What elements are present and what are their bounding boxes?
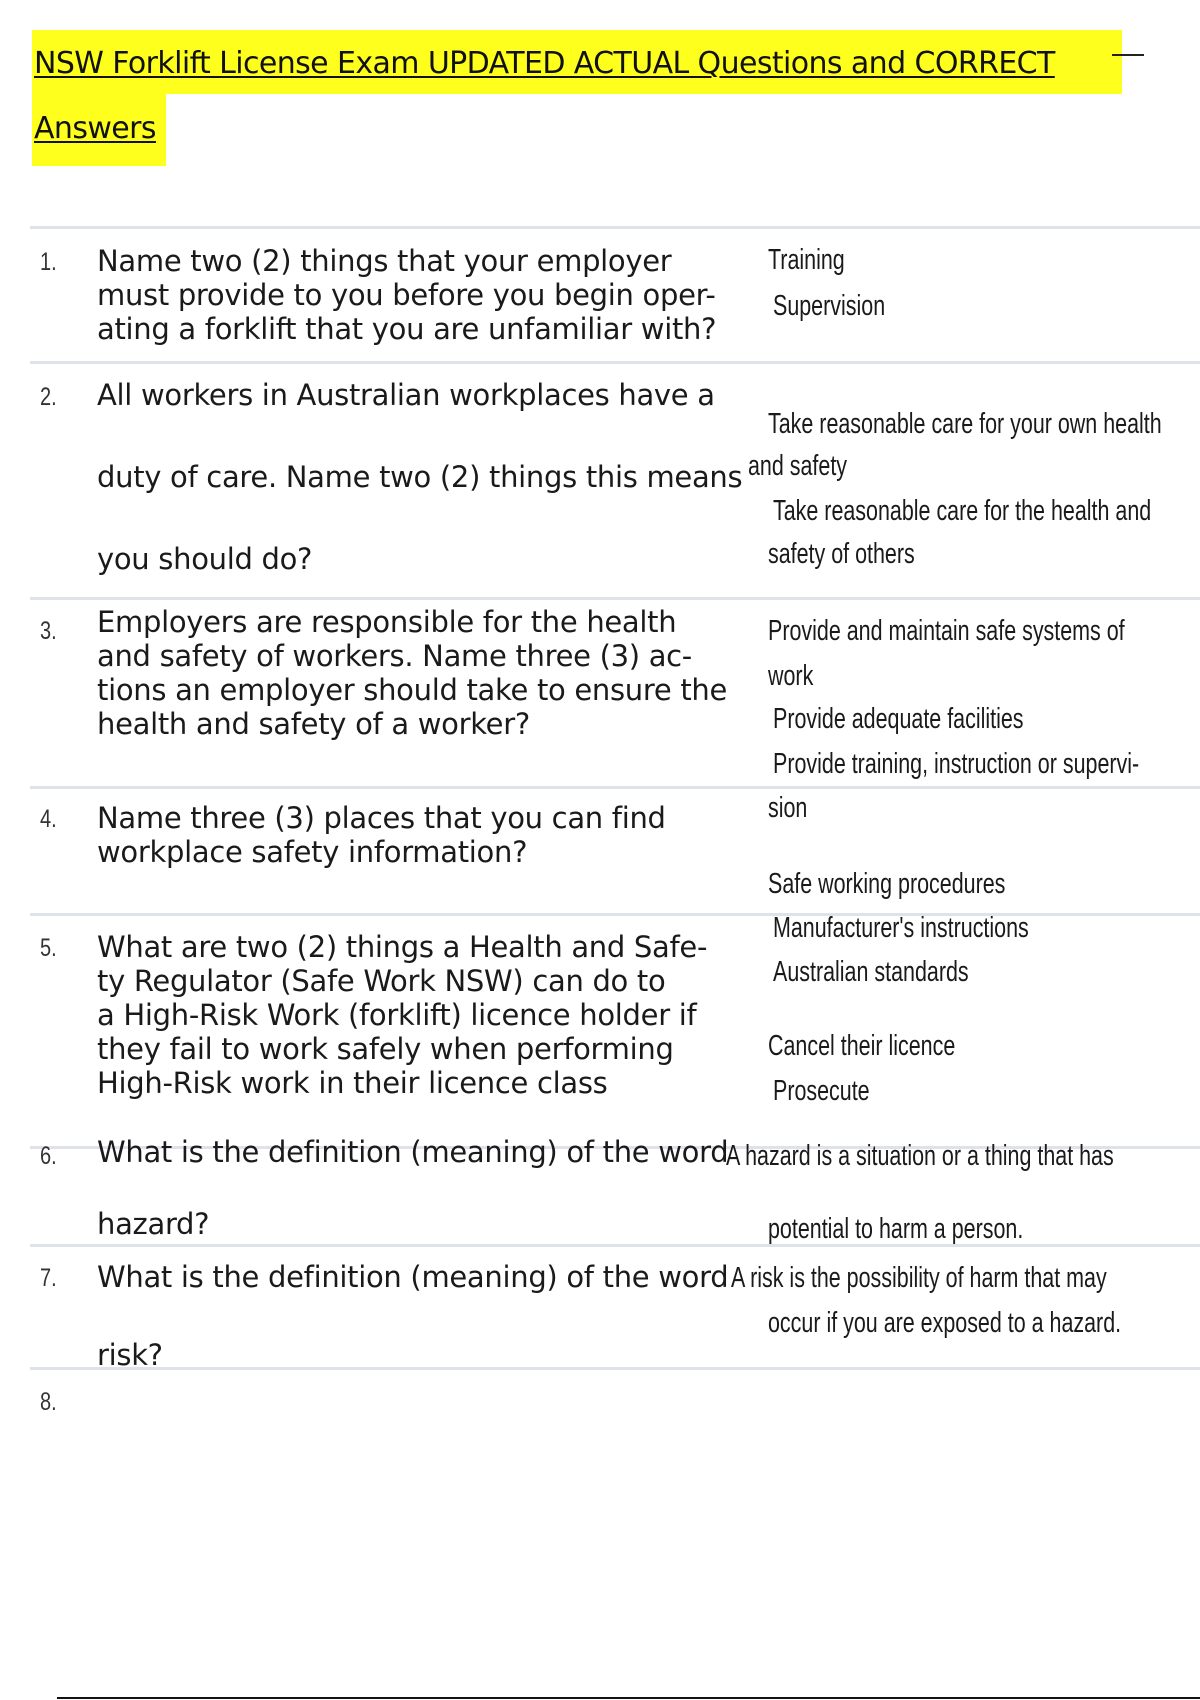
answer-line: Cancel their licence [768, 1030, 956, 1062]
question-number: 7. [40, 1264, 57, 1292]
answer-line: Take reasonable care for the health and [773, 495, 1152, 527]
footer-rule [57, 1697, 1200, 1699]
question-text: Name two (2) things that your employer must provide to you before you begin oper- ating a forklift that you are unfamiliar with? [97, 244, 717, 346]
answer-line: Provide adequate facilities [773, 703, 1024, 735]
answer-line: Prosecute [773, 1075, 870, 1107]
question-text: What is the definition (meaning) of the word hazard? [97, 1135, 729, 1241]
answer-line: Take reasonable care for your own health [768, 408, 1162, 440]
answer-line: A hazard is a situation or a thing that has [726, 1140, 1114, 1172]
question-text: What are two (2) things a Health and Safe- ty Regulator (Safe Work NSW) can do to a High-Risk Work (forklift) licence holder if they fail to work safely when performing High-Risk work in their licence class [97, 930, 708, 1100]
answer-line: occur if you are exposed to a hazard. [768, 1307, 1122, 1339]
answer-line: A risk is the possibility of harm that may [731, 1262, 1107, 1294]
question-text: Name three (3) places that you can find workplace safety information? [97, 801, 666, 869]
question-number: 2. [40, 383, 57, 411]
answer-line: and safety [748, 450, 848, 482]
answer-line: sion [768, 792, 808, 824]
question-number: 8. [40, 1388, 57, 1416]
title-dash [1112, 54, 1144, 56]
question-text: All workers in Australian workplaces have a duty of care. Name two (2) things this means you should do? [97, 378, 743, 576]
answer-line: Australian standards [773, 956, 969, 988]
table-rule [30, 226, 1200, 229]
question-text: What is the definition (meaning) of the word risk? [97, 1260, 729, 1372]
answer-line: Training [768, 244, 845, 276]
answer-line: Provide training, instruction or supervi- [773, 748, 1140, 780]
question-number: 5. [40, 934, 57, 962]
document-title-line-2: Answers [32, 94, 166, 166]
table-rule [30, 786, 1200, 789]
question-number: 6. [40, 1142, 57, 1170]
question-number: 1. [40, 248, 57, 276]
answer-line: Safe working procedures [768, 868, 1006, 900]
answer-line: work [768, 660, 814, 692]
question-number: 3. [40, 617, 57, 645]
answer-line: potential to harm a person. [768, 1213, 1024, 1245]
answer-line: Provide and maintain safe systems of [768, 615, 1125, 647]
document-title-line-1: NSW Forklift License Exam UPDATED ACTUAL Questions and CORRECT [32, 30, 1122, 94]
answer-line: safety of others [768, 538, 915, 570]
question-number: 4. [40, 805, 57, 833]
answer-line: Manufacturer's instructions [773, 912, 1029, 944]
question-text: Employers are responsible for the health and safety of workers. Name three (3) ac- tions an employer should take to ensure the health and safety of a worker? [97, 605, 728, 741]
answer-line: Supervision [773, 290, 886, 322]
